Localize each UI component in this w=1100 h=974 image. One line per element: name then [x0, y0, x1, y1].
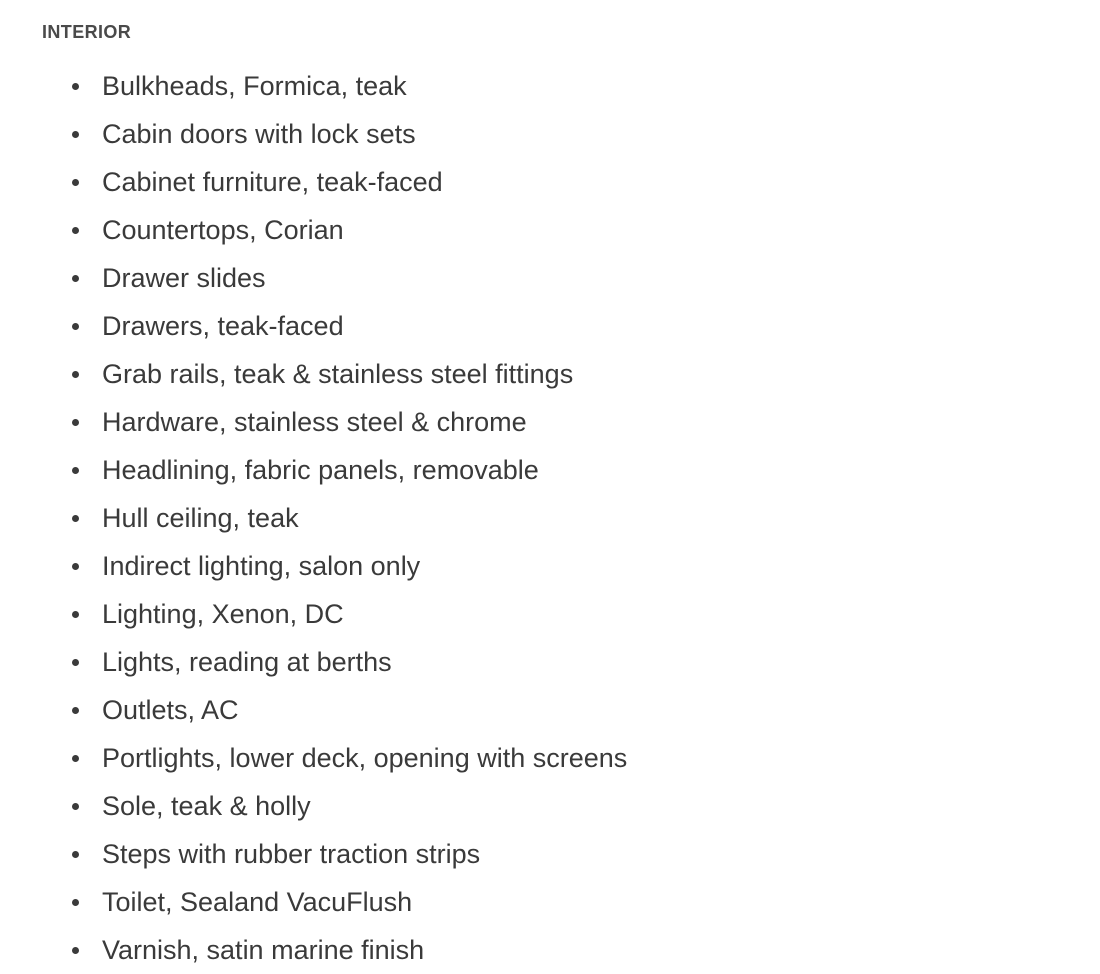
- list-item-text: Hardware, stainless steel & chrome: [102, 407, 527, 437]
- list-item-text: Cabin doors with lock sets: [102, 119, 416, 149]
- list-item: [0, 782, 1100, 830]
- bullet-icon: [72, 755, 79, 762]
- list-item-text: Outlets, AC: [102, 695, 239, 725]
- list-item: [0, 686, 1100, 734]
- list-item: [0, 206, 1100, 254]
- bullet-icon: [72, 851, 79, 858]
- list-item-text: Bulkheads, Formica, teak: [102, 71, 407, 101]
- list-item-text: Grab rails, teak & stainless steel fittings: [102, 359, 574, 389]
- list-item: [0, 350, 1100, 398]
- bullet-icon: [72, 659, 79, 666]
- list-item: [0, 110, 1100, 158]
- list-item: [0, 158, 1100, 206]
- feature-list: [0, 62, 1100, 974]
- list-item: [0, 878, 1100, 926]
- bullet-icon: [72, 611, 79, 618]
- list-item: [0, 494, 1100, 542]
- bullet-icon: [72, 563, 79, 570]
- list-item-text: Sole, teak & holly: [102, 791, 311, 821]
- bullet-icon: [72, 419, 79, 426]
- list-item-text: Steps with rubber traction strips: [102, 839, 481, 869]
- bullet-icon: [72, 803, 79, 810]
- list-item-text: Countertops, Corian: [102, 215, 344, 245]
- list-item: [0, 398, 1100, 446]
- list-item: [0, 590, 1100, 638]
- bullet-icon: [72, 515, 79, 522]
- list-item-text: Drawers, teak-faced: [102, 311, 344, 341]
- list-item: [0, 254, 1100, 302]
- list-item-text: Headlining, fabric panels, removable: [102, 455, 539, 485]
- bullet-icon: [72, 707, 79, 714]
- list-item-text: Portlights, lower deck, opening with screens: [102, 743, 628, 773]
- list-item: [0, 734, 1100, 782]
- bullet-icon: [72, 947, 79, 954]
- bullet-icon: [72, 179, 79, 186]
- bullet-icon: [72, 275, 79, 282]
- bullet-icon: [72, 83, 79, 90]
- list-item: [0, 302, 1100, 350]
- bullet-icon: [72, 323, 79, 330]
- list-item-text: Cabinet furniture, teak-faced: [102, 167, 443, 197]
- bullet-icon: [72, 227, 79, 234]
- list-item-text: Varnish, satin marine finish: [102, 935, 425, 965]
- list-item-text: Lighting, Xenon, DC: [102, 599, 344, 629]
- list-item-text: Hull ceiling, teak: [102, 503, 299, 533]
- list-item: [0, 62, 1100, 110]
- list-item: [0, 926, 1100, 974]
- list-item: [0, 638, 1100, 686]
- list-item-text: Toilet, Sealand VacuFlush: [102, 887, 413, 917]
- list-item: [0, 446, 1100, 494]
- bullet-icon: [72, 467, 79, 474]
- section-heading: INTERIOR: [42, 22, 132, 42]
- list-item: [0, 830, 1100, 878]
- list-item: [0, 542, 1100, 590]
- list-item-text: Indirect lighting, salon only: [102, 551, 421, 581]
- bullet-icon: [72, 371, 79, 378]
- bullet-icon: [72, 131, 79, 138]
- list-item-text: Lights, reading at berths: [102, 647, 392, 677]
- bullet-icon: [72, 899, 79, 906]
- list-item-text: Drawer slides: [102, 263, 266, 293]
